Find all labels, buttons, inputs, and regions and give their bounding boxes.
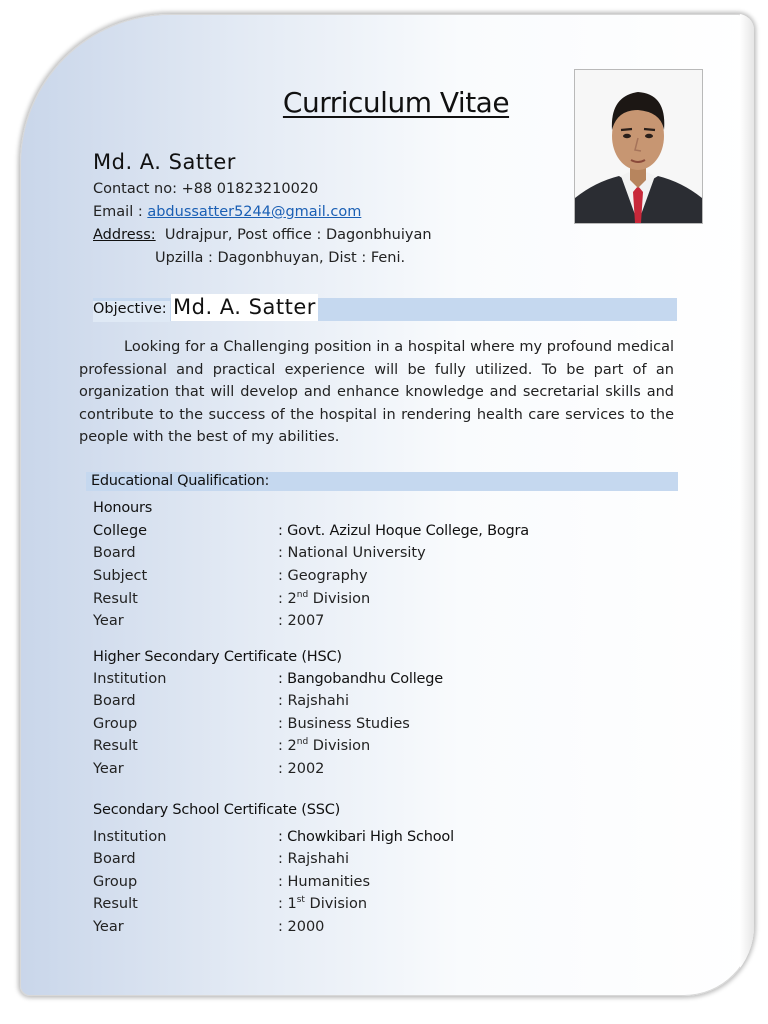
contact-value: +88 01823210020: [181, 181, 319, 197]
address-line: [93, 226, 432, 244]
contact-label: Contact no:: [93, 181, 177, 197]
honours-heading: Honours: [93, 500, 153, 516]
ssc-row-institution: Institution : Chowkibari High School: [93, 829, 454, 845]
honours-row-subject: Subject : Geography: [93, 568, 368, 584]
objective-label: Objective:: [93, 301, 170, 322]
hsc-row-result: Result : 2nd Division: [93, 737, 371, 754]
applicant-name: Md. A. Satter: [93, 150, 236, 174]
address-line-1: Udrajpur, Post office : Dagonbhuiyan: [164, 227, 432, 243]
portrait-image: [575, 70, 702, 223]
page-title: Curriculum Vitae: [282, 86, 510, 119]
ssc-row-group: Group : Humanities: [93, 874, 371, 890]
ssc-row-board: Board : Rajshahi: [93, 851, 350, 867]
email-link[interactable]: abdussatter5244@gmail.com: [147, 204, 362, 220]
honours-row-year: Year : 2007: [93, 613, 325, 629]
ssc-row-result: Result : 1st Division: [93, 895, 368, 912]
ssc-heading: Secondary School Certificate (SSC): [93, 802, 341, 818]
hsc-row-group: Group : Business Studies: [93, 716, 410, 732]
education-heading-band: [86, 472, 678, 491]
honours-row-result: Result : 2nd Division: [93, 590, 371, 607]
hsc-row-institution: Institution : Bangobandhu College: [93, 671, 443, 687]
objective-text: [79, 336, 674, 449]
objective-name: Md. A. Satter: [173, 295, 316, 319]
email-label: Email :: [93, 204, 143, 220]
contact-line: [93, 180, 318, 198]
objective-paragraph: Looking for a Challenging position in a hospital where my profound medical professional and practical experience will be fully utilized. To be part of an organization that will develop and enhance knowledge and secretarial skills and contribute to the success of the hospital in rendering health care services to the people with the best of my abilities.: [79, 339, 674, 446]
address-label: Address:: [93, 227, 156, 243]
page-edge: [740, 14, 754, 996]
profile-photo: [574, 69, 703, 224]
objective-heading-band: [93, 295, 677, 321]
email-line: [93, 203, 361, 221]
address-line-2: Upzilla : Dagonbhuyan, Dist : Feni.: [155, 250, 406, 266]
cv-sheet: [20, 14, 754, 996]
hsc-row-year: Year : 2002: [93, 761, 325, 777]
ssc-row-year: Year : 2000: [93, 919, 325, 935]
honours-row-board: Board : National University: [93, 545, 426, 561]
education-label: Educational Qualification:: [91, 473, 270, 489]
hsc-row-board: Board : Rajshahi: [93, 693, 350, 709]
honours-row-college: College : Govt. Azizul Hoque College, Bogra: [93, 523, 529, 539]
hsc-heading: Higher Secondary Certificate (HSC): [93, 649, 342, 665]
